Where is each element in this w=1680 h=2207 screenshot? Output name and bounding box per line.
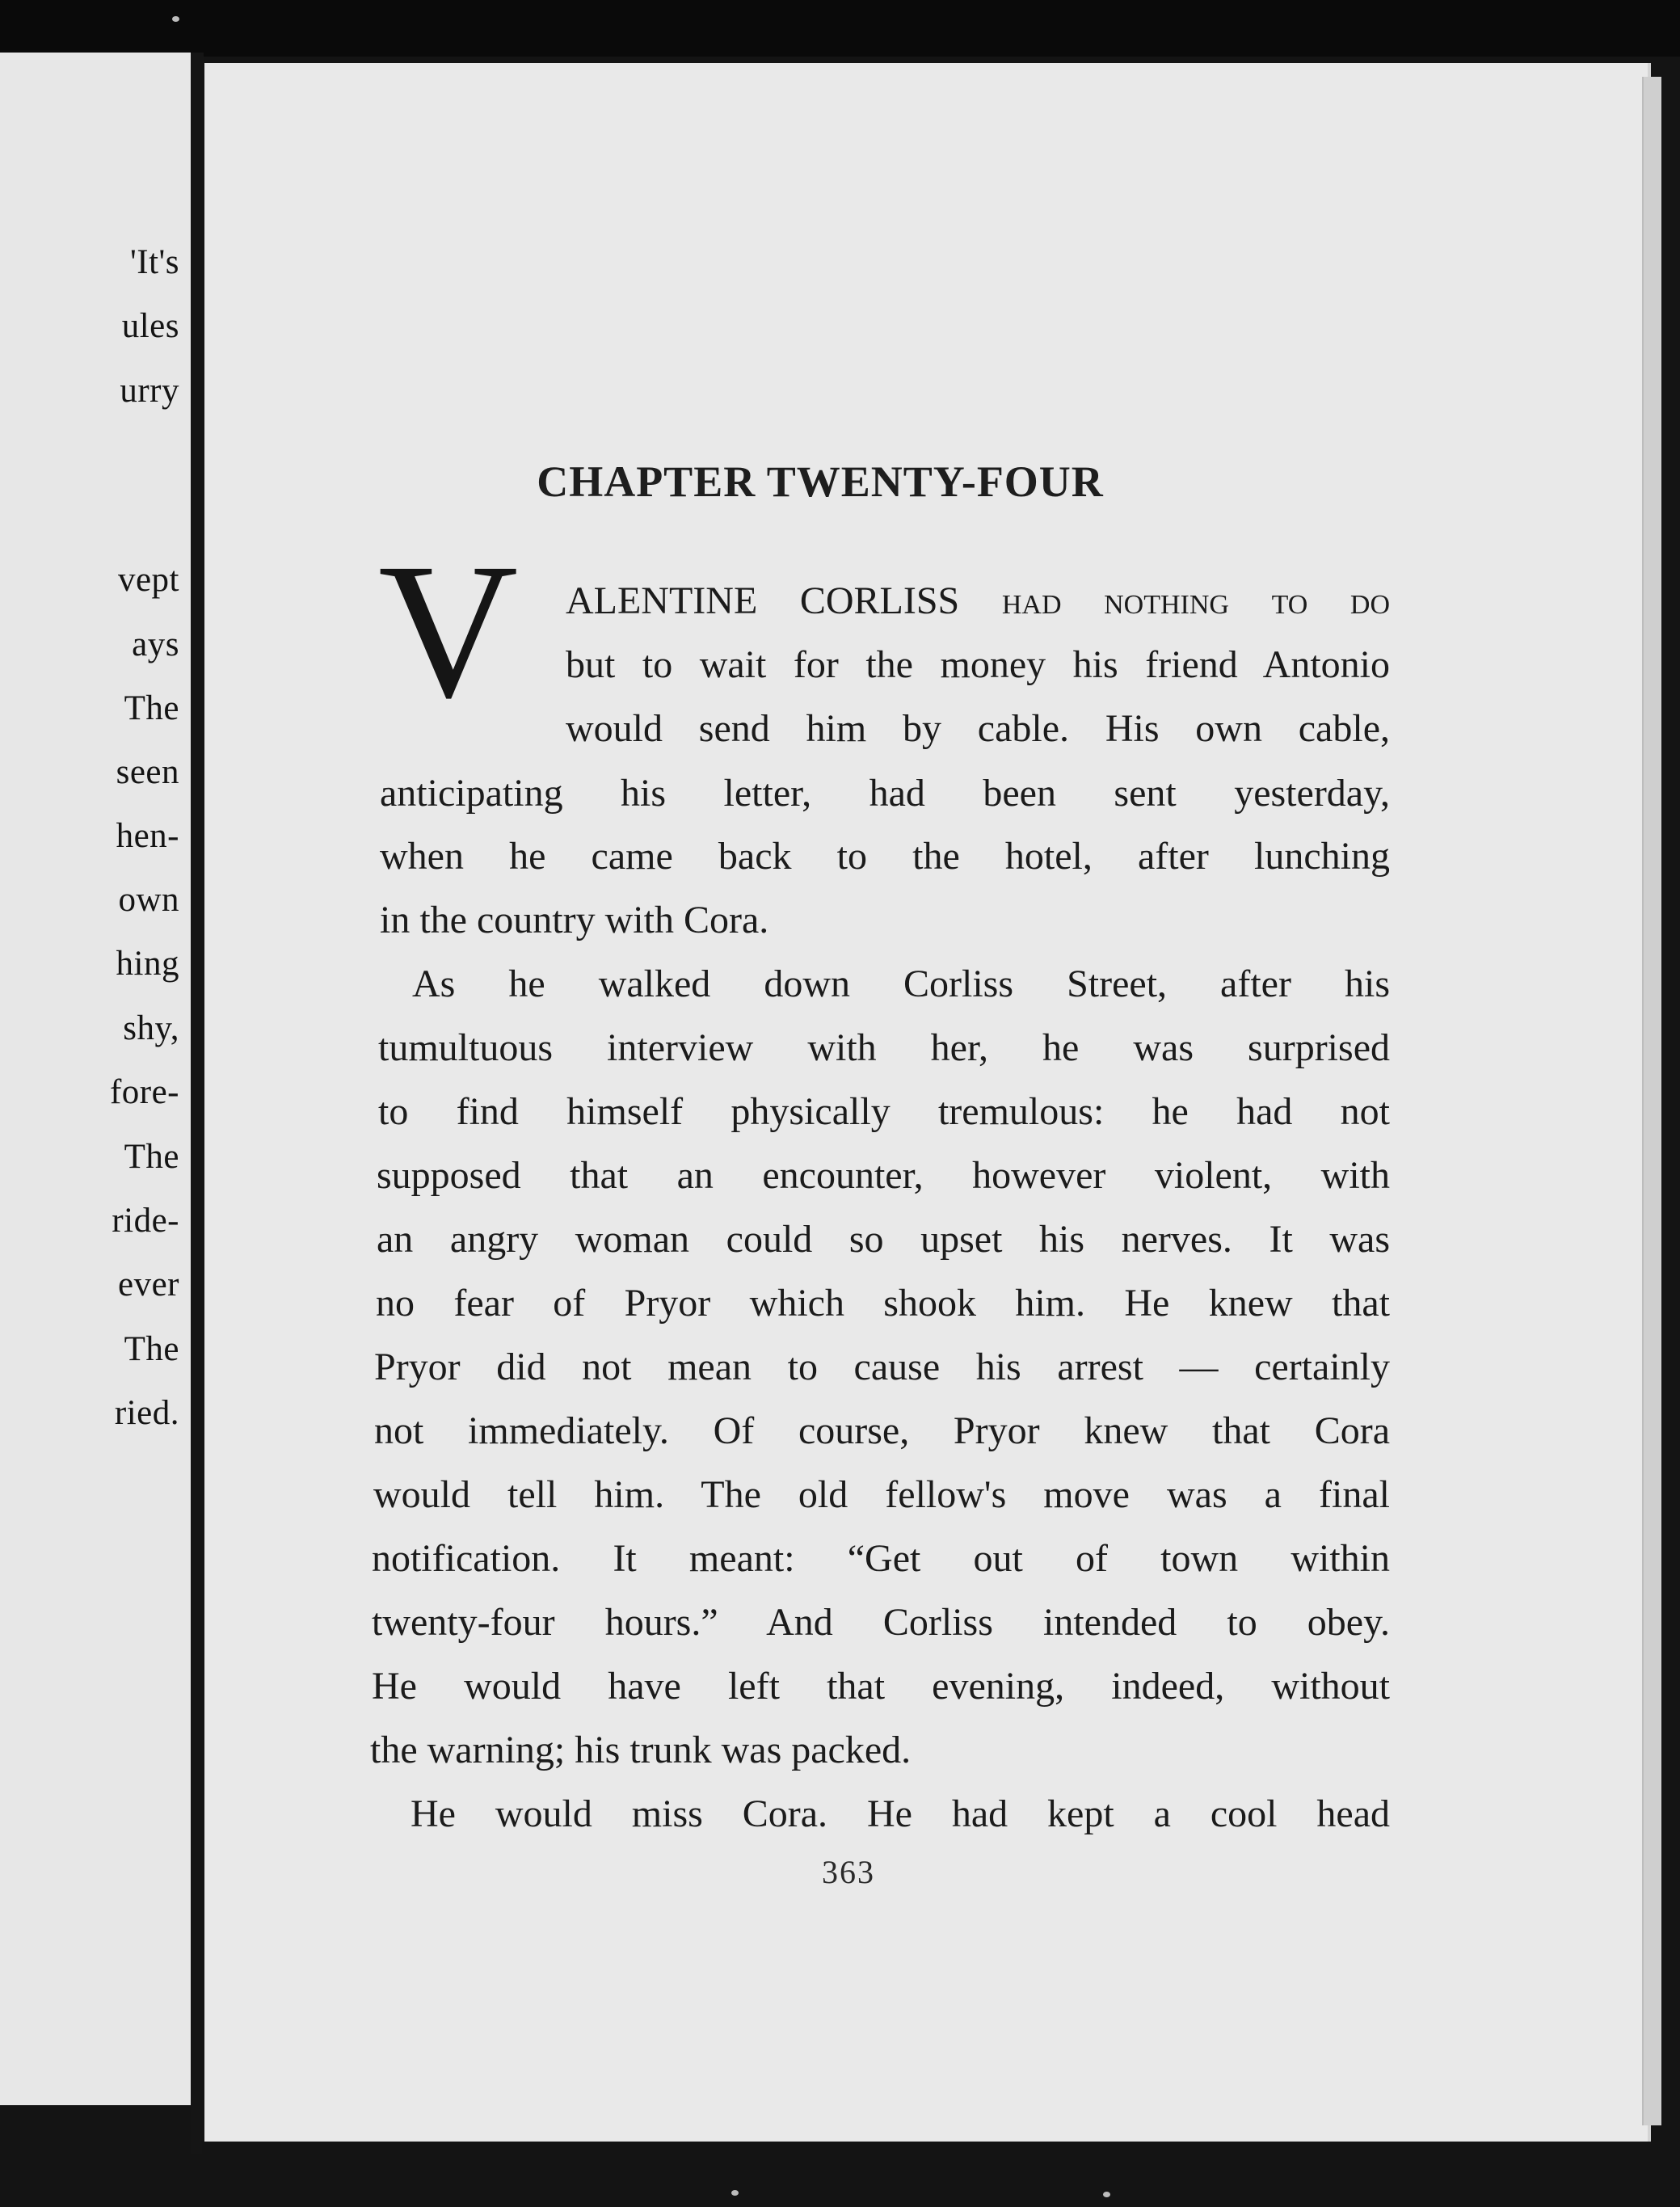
body-line: As he walked down Corliss Street, after his bbox=[412, 962, 1390, 1005]
body-line: an angry woman could so upset his nerves. It was bbox=[377, 1218, 1390, 1261]
body-line: would tell him. The old fellow's move was a final bbox=[373, 1473, 1390, 1516]
body-line: to find himself physically tremulous: he had not bbox=[378, 1090, 1390, 1133]
left-page-fragment bbox=[0, 53, 191, 2105]
scan-bottom-border bbox=[202, 2142, 1665, 2207]
scan-top-border bbox=[0, 0, 1680, 57]
body-line: notification. It meant: “Get out of town within bbox=[372, 1537, 1390, 1580]
left-text-fragment: hing bbox=[116, 945, 179, 983]
left-text-fragment: vept bbox=[117, 561, 179, 599]
body-line: would send him by cable. His own cable, bbox=[566, 707, 1390, 750]
left-text-fragment: fore- bbox=[109, 1073, 179, 1111]
left-text-fragment: The bbox=[124, 689, 179, 727]
left-text-fragment: shy, bbox=[123, 1009, 179, 1047]
left-text-fragment: ules bbox=[121, 307, 179, 345]
drop-cap: V bbox=[378, 523, 519, 738]
body-line: twenty-four hours.” And Corliss intended to obey. bbox=[372, 1601, 1390, 1644]
scan-speck bbox=[172, 16, 179, 22]
left-text-fragment: urry bbox=[120, 372, 179, 410]
left-text-fragment: ride- bbox=[112, 1202, 179, 1240]
body-line: in the country with Cora. bbox=[380, 899, 769, 941]
body-line: ALENTINE CORLISS had nothing to do bbox=[566, 579, 1390, 622]
body-line: supposed that an encounter, however violent, with bbox=[377, 1154, 1390, 1197]
body-line: He would miss Cora. He had kept a cool head bbox=[411, 1792, 1390, 1835]
left-text-fragment: 'It's bbox=[130, 243, 179, 281]
left-text-fragment: own bbox=[118, 881, 179, 919]
left-text-fragment: ays bbox=[132, 625, 179, 663]
body-line: no fear of Pryor which shook him. He knew that bbox=[376, 1282, 1390, 1325]
left-text-fragment: ever bbox=[118, 1266, 179, 1304]
scan-speck bbox=[1103, 2192, 1110, 2197]
body-line: but to wait for the money his friend Antonio bbox=[566, 643, 1390, 686]
page-number: 363 bbox=[822, 1854, 875, 1890]
book-gutter bbox=[191, 53, 204, 2154]
body-line: not immediately. Of course, Pryor knew that Cora bbox=[374, 1409, 1390, 1452]
body-line: Pryor did not mean to cause his arrest — certainly bbox=[374, 1346, 1390, 1388]
left-text-fragment: seen bbox=[116, 753, 179, 791]
left-text-fragment: ried. bbox=[114, 1394, 179, 1432]
body-line: tumultuous interview with her, he was surprised bbox=[378, 1026, 1390, 1069]
scan-speck bbox=[731, 2190, 739, 2196]
body-line: anticipating his letter, had been sent yesterday, bbox=[380, 772, 1390, 815]
left-text-fragment: The bbox=[124, 1330, 179, 1368]
page-edge bbox=[1642, 77, 1661, 2125]
chapter-title: CHAPTER TWENTY-FOUR bbox=[537, 457, 1104, 506]
body-line: He would have left that evening, indeed, without bbox=[372, 1665, 1390, 1708]
body-line: the warning; his trunk was packed. bbox=[370, 1729, 912, 1771]
body-line: when he came back to the hotel, after lunching bbox=[380, 835, 1390, 878]
left-text-fragment: hen- bbox=[116, 817, 179, 855]
left-text-fragment: The bbox=[124, 1138, 179, 1176]
